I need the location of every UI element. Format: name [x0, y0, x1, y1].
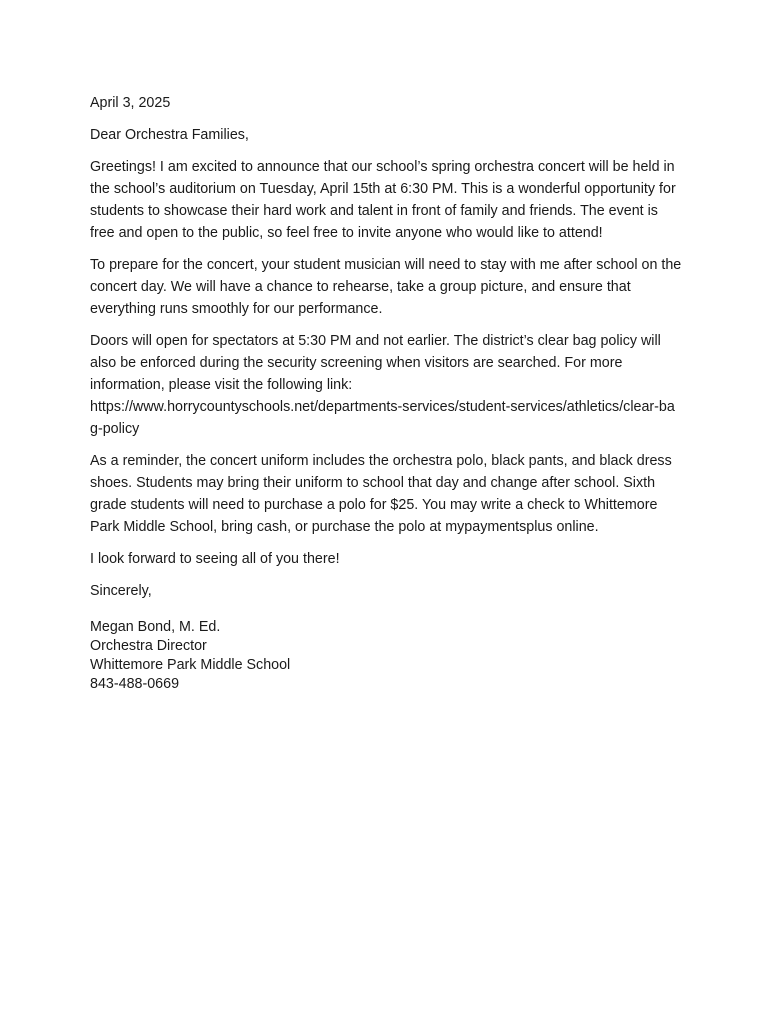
- paragraph-uniform-reminder: As a reminder, the concert uniform includes the orchestra polo, black pants, and black dress shoes. Students may bring their uniform to school that day and change after school. Sixth grade students will need to purchase a polo for $25. You may write a check to Whittemore Park Middle School, bring cash, or purchase the polo at mypaymentsplus online.: [90, 453, 672, 535]
- signature-block: [90, 618, 682, 694]
- letter-date: April 3, 2025: [90, 95, 171, 111]
- paragraph-concert-announcement: Greetings! I am excited to announce that our school’s spring orchestra concert will be held in the school’s auditorium on Tuesday, April 15th at 6:30 PM. This is a wonderful opportunity for students to showcase their hard work and talent in front of family and friends. The event is free and open to the public, so feel free to invite anyone who would like to attend!: [90, 159, 676, 241]
- signature-phone: 843-488-0669: [90, 676, 180, 692]
- signature-school: Whittemore Park Middle School: [90, 657, 291, 673]
- letter-salutation: Dear Orchestra Families,: [90, 127, 249, 143]
- clear-bag-policy-link: https://www.horrycountyschools.net/departments-services/student-services/athletics/clear-bag-policy: [90, 399, 675, 437]
- letter-document: [90, 92, 682, 694]
- letter-closing: Sincerely,: [90, 583, 152, 599]
- signature-title: Orchestra Director: [90, 638, 207, 654]
- paragraph-preparation: To prepare for the concert, your student musician will need to stay with me after school on the concert day. We will have a chance to rehearse, take a group picture, and ensure that everything runs smoothly for our performance.: [90, 257, 682, 317]
- signature-name: Megan Bond, M. Ed.: [90, 619, 221, 635]
- paragraph-doors-and-bag-policy: [90, 330, 682, 440]
- bag-policy-text: Doors will open for spectators at 5:30 PM and not earlier. The district’s clear bag policy will also be enforced during the security screening when visitors are searched. For more information, please visit the following link:: [90, 333, 661, 393]
- paragraph-look-forward: I look forward to seeing all of you there!: [90, 551, 340, 567]
